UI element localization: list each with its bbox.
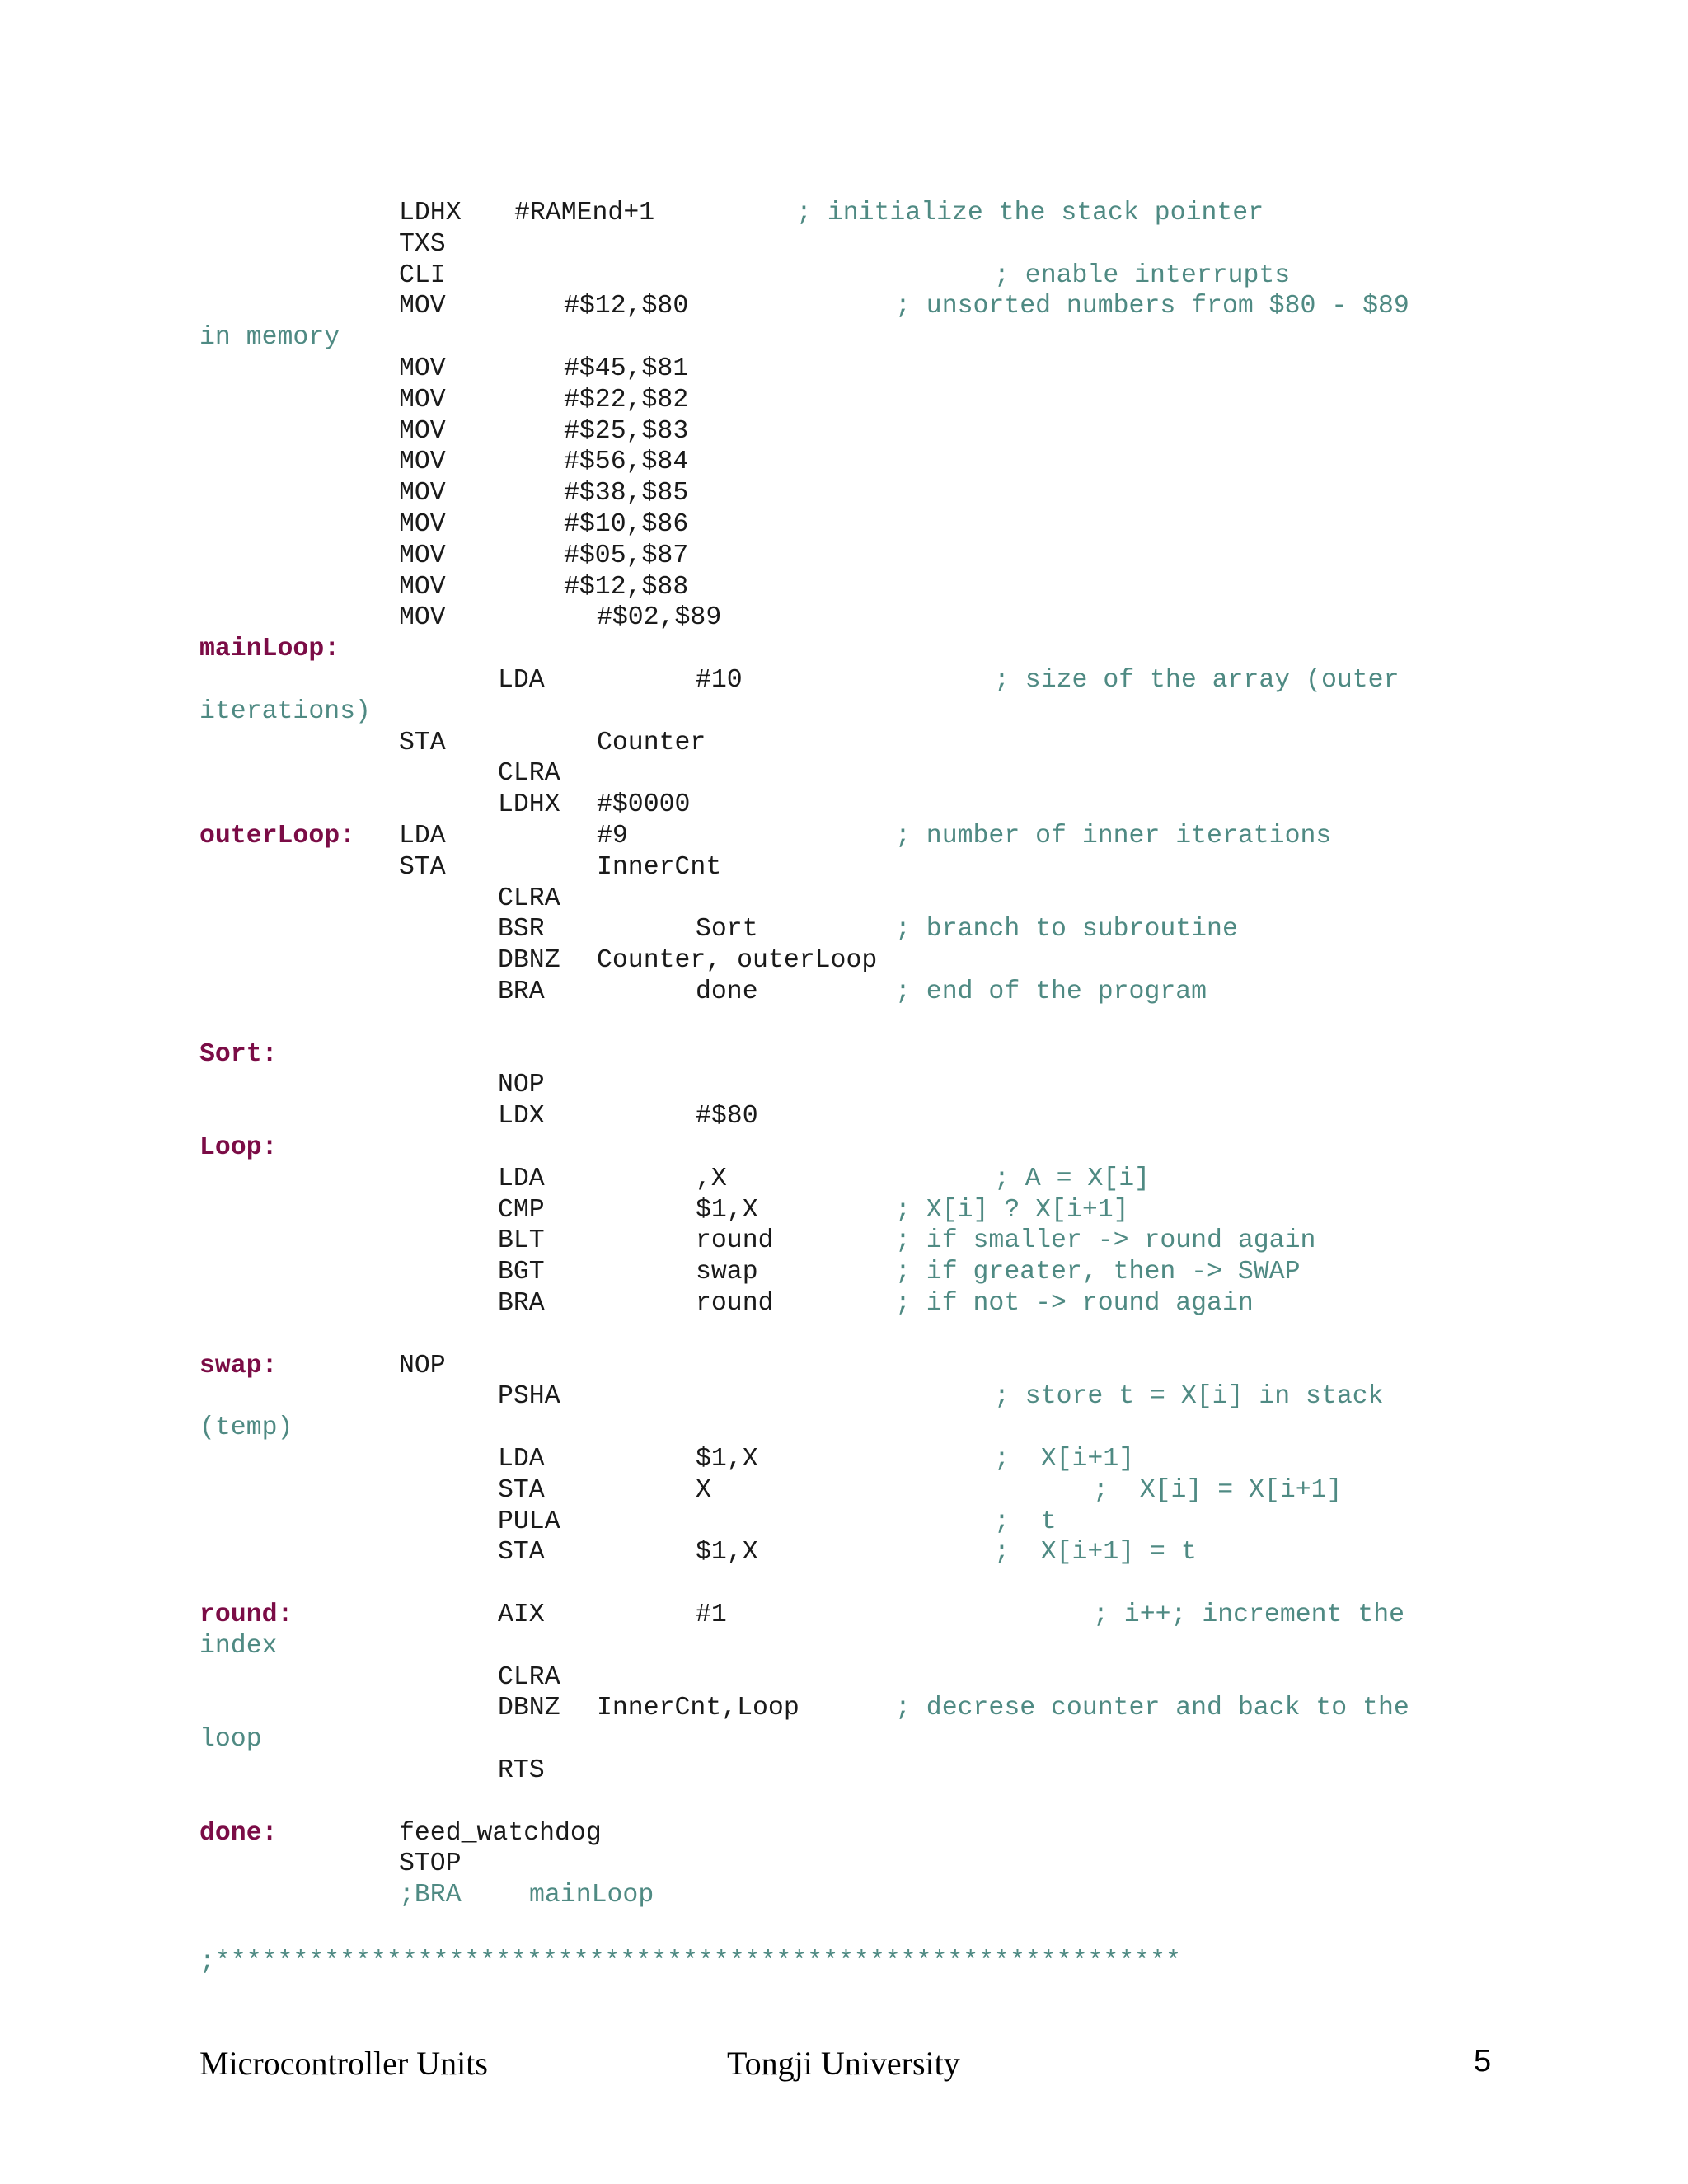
code-line xyxy=(0,1600,1688,1631)
code-line xyxy=(0,977,1688,1008)
code-line xyxy=(0,1351,1688,1382)
code-operand: $1,X xyxy=(696,1538,758,1568)
code-line xyxy=(0,728,1688,759)
code-line xyxy=(0,572,1688,603)
code-mnemonic: MOV xyxy=(399,292,446,321)
code-line xyxy=(0,1226,1688,1257)
code-line xyxy=(0,291,1688,322)
code-label: done: xyxy=(199,1818,278,1848)
code-mnemonic: STA xyxy=(399,728,446,757)
code-line xyxy=(0,1444,1688,1475)
code-comment-wrap: iterations) xyxy=(199,696,371,726)
code-line xyxy=(0,852,1688,883)
code-comment: ; if not -> round again xyxy=(895,1289,1254,1318)
code-line xyxy=(0,229,1688,260)
code-line xyxy=(0,1475,1688,1507)
code-mnemonic: MOV xyxy=(399,572,446,602)
code-line xyxy=(0,696,1688,728)
code-line xyxy=(0,385,1688,416)
code-mnemonic: BSR xyxy=(498,915,545,944)
footer-university: Tongji University xyxy=(727,2045,960,2082)
code-comment: ; X[i] = X[i+1] xyxy=(1093,1475,1343,1505)
footer-course-title: Microcontroller Units xyxy=(199,2045,488,2082)
code-line xyxy=(0,1507,1688,1538)
page-number: 5 xyxy=(1474,2044,1492,2079)
code-line xyxy=(0,790,1688,821)
code-mnemonic: feed_watchdog xyxy=(399,1818,602,1848)
code-mnemonic: TXS xyxy=(399,229,446,259)
code-line xyxy=(0,1662,1688,1694)
code-line xyxy=(0,478,1688,509)
code-mnemonic: BGT xyxy=(498,1258,545,1287)
code-line xyxy=(0,945,1688,977)
code-mnemonic: AIX xyxy=(498,1601,545,1629)
code-mnemonic: RTS xyxy=(498,1756,545,1785)
code-line xyxy=(0,1101,1688,1132)
code-operand: #$05,$87 xyxy=(564,541,689,570)
code-operand: mainLoop xyxy=(529,1881,654,1910)
code-operand: round xyxy=(696,1226,774,1256)
code-line xyxy=(0,758,1688,790)
code-operand: InnerCnt xyxy=(597,852,722,882)
code-line xyxy=(0,602,1688,634)
code-operand: #$0000 xyxy=(597,790,691,820)
code-operand: $1,X xyxy=(696,1195,758,1225)
code-operand: #$12,$88 xyxy=(564,572,689,602)
code-mnemonic: LDA xyxy=(498,1445,545,1474)
code-line xyxy=(0,1693,1688,1724)
code-operand: swap xyxy=(696,1258,758,1287)
code-mnemonic: LDA xyxy=(399,822,446,851)
code-mnemonic: PSHA xyxy=(498,1382,560,1412)
code-mnemonic: STOP xyxy=(399,1849,462,1879)
code-operand: round xyxy=(696,1289,774,1318)
code-mnemonic: LDHX xyxy=(399,199,462,227)
code-comment-wrap: loop xyxy=(199,1725,262,1755)
code-line xyxy=(0,821,1688,852)
code-mnemonic: ;BRA xyxy=(399,1881,462,1910)
code-line xyxy=(0,665,1688,696)
code-operand: #$38,$85 xyxy=(564,479,689,509)
code-comment-wrap: in memory xyxy=(199,323,340,353)
code-line xyxy=(0,1537,1688,1568)
code-operand: #$02,$89 xyxy=(597,603,722,633)
code-mnemonic: CLRA xyxy=(498,883,560,913)
code-line xyxy=(0,1755,1688,1787)
code-operand: #$25,$83 xyxy=(564,416,689,446)
code-operand: #10 xyxy=(696,666,743,695)
code-mnemonic: BLT xyxy=(498,1226,545,1256)
code-line xyxy=(0,260,1688,292)
code-mnemonic: CLI xyxy=(399,260,446,290)
code-line xyxy=(0,1070,1688,1101)
code-comment: ; decrese counter and back to the xyxy=(895,1694,1409,1723)
code-line xyxy=(0,1849,1688,1880)
code-mnemonic: LDHX xyxy=(498,790,560,820)
code-mnemonic: STA xyxy=(399,852,446,882)
code-mnemonic: CMP xyxy=(498,1195,545,1225)
code-mnemonic: LDA xyxy=(498,1164,545,1193)
code-line xyxy=(0,1319,1688,1351)
code-line xyxy=(0,447,1688,478)
code-mnemonic: PULA xyxy=(498,1507,560,1536)
code-comment: ; if greater, then -> SWAP xyxy=(895,1258,1301,1287)
code-operand: #$10,$86 xyxy=(564,510,689,539)
code-line xyxy=(0,1631,1688,1662)
code-line xyxy=(0,1132,1688,1164)
code-comment: ; X[i+1] = t xyxy=(994,1538,1197,1568)
code-line xyxy=(0,1724,1688,1755)
code-label: mainLoop: xyxy=(199,635,340,664)
code-comment: ; size of the array (outer xyxy=(994,666,1400,695)
code-line xyxy=(0,541,1688,572)
code-operand: ,X xyxy=(696,1164,727,1193)
code-comment: ; i++; increment the xyxy=(1093,1601,1405,1629)
code-comment: ; end of the program xyxy=(895,977,1207,1006)
code-comment: ; if smaller -> round again xyxy=(895,1226,1316,1256)
code-operand: #$56,$84 xyxy=(564,448,689,477)
code-mnemonic: MOV xyxy=(399,603,446,633)
code-comment: ; A = X[i] xyxy=(994,1164,1151,1193)
code-line xyxy=(0,1568,1688,1600)
code-operand: #1 xyxy=(696,1601,727,1629)
comment-separator: ;************************************************************** xyxy=(199,1947,1181,1976)
code-label: swap: xyxy=(199,1351,278,1380)
code-label: outerLoop: xyxy=(199,822,356,851)
code-line xyxy=(0,198,1688,229)
code-comment: ; X[i] ? X[i+1] xyxy=(895,1195,1129,1225)
code-line xyxy=(0,1381,1688,1413)
code-line xyxy=(0,1787,1688,1818)
code-line xyxy=(0,1257,1688,1288)
code-comment: ; store t = X[i] in stack xyxy=(994,1382,1384,1412)
code-mnemonic: CLRA xyxy=(498,759,560,789)
code-operand: X xyxy=(696,1475,711,1505)
code-line xyxy=(0,1818,1688,1849)
code-line xyxy=(0,416,1688,448)
code-mnemonic: NOP xyxy=(399,1351,446,1380)
code-label: round: xyxy=(199,1601,293,1629)
code-mnemonic: MOV xyxy=(399,510,446,539)
code-line xyxy=(0,1195,1688,1226)
code-mnemonic: NOP xyxy=(498,1071,545,1100)
code-mnemonic: LDX xyxy=(498,1102,545,1132)
code-operand: #$80 xyxy=(696,1102,758,1132)
code-comment-wrap: index xyxy=(199,1631,278,1661)
code-line xyxy=(0,1413,1688,1444)
code-mnemonic: STA xyxy=(498,1475,545,1505)
code-line xyxy=(0,634,1688,665)
code-line xyxy=(0,1008,1688,1039)
code-operand: #$45,$81 xyxy=(564,354,689,383)
code-label: Loop: xyxy=(199,1133,278,1162)
code-line xyxy=(0,1288,1688,1319)
code-mnemonic: MOV xyxy=(399,385,446,415)
code-line xyxy=(0,883,1688,915)
code-comment: ; initialize the stack pointer xyxy=(796,199,1264,227)
code-comment: ; unsorted numbers from $80 - $89 xyxy=(895,292,1409,321)
code-mnemonic: MOV xyxy=(399,416,446,446)
code-line xyxy=(0,1039,1688,1071)
code-mnemonic: DBNZ xyxy=(498,946,560,976)
code-line xyxy=(0,1880,1688,1911)
code-operand: done xyxy=(696,977,758,1006)
page-footer xyxy=(0,2044,1688,2093)
code-line xyxy=(0,509,1688,541)
code-line xyxy=(0,322,1688,354)
code-line xyxy=(0,1164,1688,1195)
code-comment: ; enable interrupts xyxy=(994,260,1291,290)
code-operand: Counter xyxy=(597,728,706,757)
code-operand: #$12,$80 xyxy=(564,292,689,321)
code-line xyxy=(0,914,1688,945)
code-mnemonic: BRA xyxy=(498,977,545,1006)
code-mnemonic: MOV xyxy=(399,354,446,383)
code-line xyxy=(0,354,1688,385)
code-comment: ; number of inner iterations xyxy=(895,822,1332,851)
code-operand: Counter, outerLoop xyxy=(597,946,878,976)
code-mnemonic: CLRA xyxy=(498,1662,560,1692)
code-operand: $1,X xyxy=(696,1445,758,1474)
code-mnemonic: MOV xyxy=(399,479,446,509)
code-operand: #$22,$82 xyxy=(564,385,689,415)
code-comment-wrap: (temp) xyxy=(199,1413,293,1443)
code-operand: InnerCnt,Loop xyxy=(597,1694,799,1723)
code-comment: ; branch to subroutine xyxy=(895,915,1238,944)
code-operand: #RAMEnd+1 xyxy=(514,199,655,227)
code-mnemonic: MOV xyxy=(399,541,446,570)
code-mnemonic: MOV xyxy=(399,448,446,477)
code-mnemonic: STA xyxy=(498,1538,545,1568)
code-label: Sort: xyxy=(199,1039,278,1069)
code-mnemonic: LDA xyxy=(498,666,545,695)
code-operand: Sort xyxy=(696,915,758,944)
code-mnemonic: DBNZ xyxy=(498,1694,560,1723)
code-mnemonic: BRA xyxy=(498,1289,545,1318)
code-comment: ; t xyxy=(994,1507,1057,1536)
code-comment: ; X[i+1] xyxy=(994,1445,1135,1474)
code-operand: #9 xyxy=(597,822,628,851)
